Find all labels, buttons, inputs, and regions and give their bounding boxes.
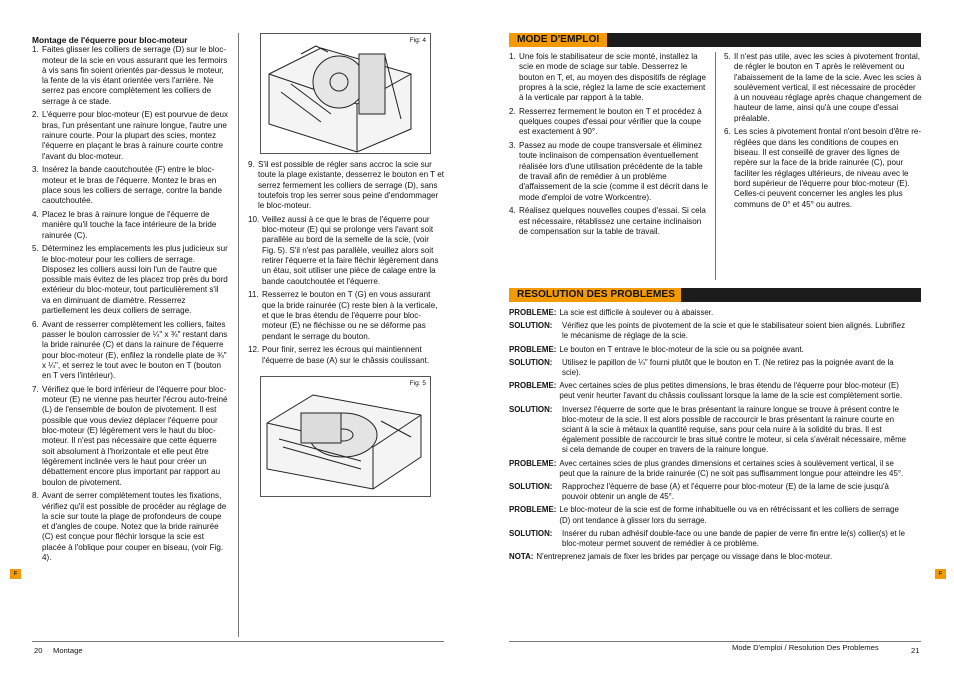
mode-column-2	[724, 52, 922, 213]
step-text: Faites glisser les colliers de serrage (D) sur le bloc-moteur de la scie en vous assurant que les fermoirs à vis sans fin soient orientés par-dessus le moteur, la fente de la vis étant orientée vers l'arrière. Ne serrez pas encore complètement les colliers de serrage à ce stade.	[42, 45, 228, 106]
column-divider	[238, 33, 239, 637]
step-item	[248, 345, 444, 366]
row-text: Rapprochez l'équerre de base (A) et l'équerre pour bloc-moteur (E) de la lame de scie jusqu'à pouvoir obtenir un angle de 45°.	[562, 482, 889, 502]
step-number: 7.	[32, 384, 39, 394]
footer-title: Mode D'emploi / Resolution Des Problemes	[732, 643, 879, 652]
step-text: Il n'est pas utile, avec les scies à pivotement frontal, de régler le bouton en T après le relèvement ou l'abaissement de la lame de la scie. Avec les scies à soulèvement vertical, il est nécessaire de procéder à un nouveau réglage après chaque changement de hauteur de lame, ainsi qu'à une coupe d'essai préalable.	[734, 52, 922, 123]
row-label: SOLUTION:	[509, 321, 553, 331]
problem-row	[509, 345, 909, 355]
row-text: La scie est difficile à soulever ou à abaisser.	[559, 308, 714, 317]
step-text: S'il est possible de régler sans accroc la scie sur toute la plage existante, desserrez le bouton en T et serrez fermement les colliers de serrage (D), sans toutefois trop les serrer sous peine d'endommager le bloc-moteur.	[258, 160, 444, 211]
step-number: 2.	[32, 110, 39, 120]
problem-row	[509, 505, 909, 525]
step-text: Placez le bras à rainure longue de l'équerre de manière qu'il touche la face intérieure de la bride rainurée (C).	[42, 209, 217, 240]
mode-steps-2	[724, 52, 922, 210]
step-item	[248, 290, 444, 341]
language-tab: F	[10, 569, 21, 579]
row-label: NOTA:	[509, 552, 534, 562]
solution-row	[509, 529, 909, 549]
solution-row	[509, 358, 909, 378]
row-label: PROBLEME:	[509, 458, 557, 468]
row-label: SOLUTION:	[509, 482, 553, 492]
footer-rule	[509, 641, 921, 642]
problem-row	[509, 381, 909, 401]
step-text: Resserrez fermement le bouton en T et procédez à quelques coupes d'essai pour vérifier que la coupe est exactement à 90°.	[519, 106, 702, 137]
step-number: 5.	[32, 244, 39, 254]
mode-column-1	[509, 52, 708, 241]
figure-4	[260, 33, 431, 154]
left-column-2	[248, 160, 444, 369]
steps-list-1	[32, 45, 228, 563]
step-number: 6.	[724, 127, 731, 137]
mode-steps-1	[509, 52, 708, 237]
step-number: 10.	[248, 214, 260, 224]
step-number: 12.	[248, 345, 260, 355]
trouble-banner	[509, 288, 921, 302]
step-item	[32, 491, 228, 563]
row-text: Le bloc-moteur de la scie est de forme inhabituelle ou va en rétrécissant et les colliers de serrage (D) ont tendance à glisser lors du serrage.	[559, 505, 899, 525]
row-text: Utilisez le papillon de ¼" fourni plutôt que le bouton en T. (Ne retirez pas la poignée avant de la scie).	[562, 357, 894, 378]
row-label: PROBLEME:	[509, 505, 557, 515]
row-text: Vérifiez que les points de pivotement de la scie et que le stabilisateur soient bien alignés. Lubrifiez le mécanisme de réglage de la scie.	[562, 321, 906, 341]
step-number: 1.	[509, 52, 516, 61]
step-item	[248, 215, 444, 287]
step-text: Vérifiez que le bord inférieur de l'équerre pour bloc-moteur (E) ne vienne pas heurter l'écrou auto-freiné (L) de l'ensemble de boulon de pivotement. Il est possible que vous deviez déplacer l'équerre pour bloc-moteur (E) légèrement vers le haut du bloc-moteur. Il n'est pas nécessaire que cette équerre soit absolument à l'horizontale et elle peut être légèrement inclinée vers le haut pour créer un débattement encore plus important par rapport au boulon de pivotement.	[42, 384, 228, 487]
trouble-list	[509, 308, 909, 565]
step-text: Passez au mode de coupe transversale et éliminez toute inclinaison de compensation éventuellement réalisée lors d'une utilisation précédente de la table de travail afin de remédier à un problème d'affaissement de la scie (comme il est décrit dans le mode d'emploi de votre Workcentre).	[519, 141, 708, 202]
step-item	[32, 244, 228, 316]
section-heading: Montage de l'équerre pour bloc-moteur	[32, 35, 188, 45]
solution-row	[509, 482, 909, 502]
solution-row	[509, 321, 909, 341]
row-label: SOLUTION:	[509, 528, 553, 538]
solution-row	[509, 405, 909, 456]
row-label: PROBLEME:	[509, 344, 557, 354]
step-text: L'équerre pour bloc-moteur (E) est pourvue de deux bras, l'un présentant une rainure longue, l'autre une rainure courte. Pour la plupart des scies, montez l'équerre en plaçant le bras à rainure courte contre l'avant du bloc-moteur.	[42, 110, 229, 161]
step-text: Pour finir, serrez les écrous qui maintiennent l'équerre de base (A) sur le châssis coulissant.	[262, 345, 430, 365]
row-text: N'entreprenez jamais de fixer les brides par perçage ou vissage dans le bloc-moteur.	[536, 552, 833, 562]
step-item	[509, 107, 708, 138]
mode-banner	[509, 33, 921, 47]
step-number: 5.	[724, 52, 731, 61]
step-number: 6.	[32, 319, 39, 329]
step-number: 8.	[32, 491, 39, 501]
nota-row	[509, 552, 909, 562]
footer-title: Montage	[53, 646, 83, 655]
left-column-1	[32, 35, 228, 567]
step-text: Déterminez les emplacements les plus judicieux sur le bloc-moteur pour les colliers de serrage. Disposez les colliers aussi loin l'un de l'autre que possible mais évitez de les placez trop près du bord extérieur du bloc-moteur, tout particulièrement s'il va en diminuant de diamètre. Resserrez partiellement les deux colliers de serrage.	[42, 244, 228, 315]
step-number: 3.	[32, 165, 39, 175]
footer-rule	[32, 641, 444, 642]
row-label: SOLUTION:	[509, 404, 553, 414]
step-text: Veillez aussi à ce que le bras de l'équerre pour bloc-moteur (E) qui se prolonge vers l'avant soit parallèle au bord de la semelle de la scie, (voir Fig. 5). S'il n'est pas parallèle, veuillez alors soit retirer l'équerre et la faire fléchir légèrement dans un étau, soit utiliser une pièce de calage entre la bande caoutchoutée et l'équerre.	[262, 214, 439, 286]
page-number: 20	[34, 646, 43, 655]
step-text: Avant de resserrer complètement les colliers, faites passer le boulon carrossier de ¼" x ¾" restant dans la bride rainurée (C) et dans la rainure de l'équerre pour bloc-moteur (E), enfilez la rondelle plate de ¾" x ¼", et serrez le tout avec le bouton en T (bouton en T vers l'intérieur).	[42, 319, 228, 381]
row-label: PROBLEME:	[509, 308, 557, 317]
step-item	[32, 210, 228, 241]
trouble-heading: RESOLUTION DES PROBLEMES	[517, 289, 675, 300]
language-tab: F	[935, 569, 946, 579]
step-number: 3.	[509, 141, 516, 151]
steps-list-2	[248, 160, 444, 366]
row-text: Le bouton en T entrave le bloc-moteur de la scie ou sa poignée avant.	[559, 344, 804, 354]
step-item	[509, 52, 708, 103]
row-label: PROBLEME:	[509, 381, 557, 391]
step-text: Une fois le stabilisateur de scie monté, installez la scie en mode de sciage sur table. Desserrez le bouton en T, et, au moyen des dispositifs de réglage propres à la scie, réglez la lame de scie exactement à la verticale par rapport à la table.	[519, 52, 707, 103]
step-item	[32, 320, 228, 382]
step-item	[509, 141, 708, 203]
step-number: 1.	[32, 45, 39, 55]
step-text: Réalisez quelques nouvelles coupes d'essai. Si cela est nécessaire, rétablissez une certaine inclinaison de compensation sur la table de travail.	[519, 206, 706, 236]
step-item	[724, 52, 922, 124]
row-text: Inversez l'équerre de sorte que le bras présentant la rainure longue se trouve à présent contre le bloc-moteur de la scie. Il est alors possible de raccourcir le bras présentant la rainure courte en sciant à la scie à métaux la quantité requise, sans pour cela nuire à la solidité du bras. Il est également possible de raccourcir le bras situé contre le moteur, si cela s'avérait nécessaire, même si cela demande de couper en travers de la rainure longue.	[562, 404, 907, 455]
figure-4-illustration	[261, 34, 431, 154]
step-item	[32, 45, 228, 107]
mode-heading: MODE D'EMPLOI	[517, 34, 600, 45]
problem-row	[509, 459, 909, 479]
step-item	[724, 127, 922, 209]
step-item	[32, 385, 228, 488]
row-text: Avec certaines scies de plus petites dimensions, le bras étendu de l'équerre pour bloc-moteur (E) peut venir heurter l'avant du châssis coulissant lorsque la lame de la scie est complètement sortie.	[559, 381, 903, 401]
figure-5-illustration	[261, 377, 431, 497]
step-number: 4.	[509, 206, 516, 216]
step-text: Resserrez le bouton en T (G) en vous assurant que la bride rainurée (C) reste bien à la verticale, et que le bras étendu de l'équerre pour bloc-moteur (E) ne fléchisse ou ne se déforme pas pendant le serrage du bouton.	[262, 290, 438, 341]
row-text: Insérer du ruban adhésif double-face ou une bande de papier de verre fin entre le(s) collier(s) et le bloc-moteur permet souvent de remédier à ce problème.	[562, 528, 906, 549]
step-number: 4.	[32, 209, 39, 219]
step-item	[32, 165, 228, 206]
row-text: Avec certaines scies de plus grandes dimensions et certaines scies à soulèvement vertical, il se peut que la rainure de la bride rainurée (C) ne soit pas suffisamment longue pour atteindre les 45°.	[559, 458, 904, 478]
page-number: 21	[911, 646, 920, 655]
step-number: 2.	[509, 106, 516, 116]
row-label: SOLUTION:	[509, 357, 553, 367]
figure-5-label: Fig: 5	[409, 380, 426, 387]
step-item	[248, 160, 444, 211]
step-item	[32, 110, 228, 161]
step-number: 9.	[248, 160, 255, 169]
step-text: Les scies à pivotement frontal n'ont besoin d'être re-réglées que dans les conditions de coupes en biseau. Il est conseillé de graver des lignes de repère sur la face de la bride rainurée (C), pour faciliter les réglages ultérieurs, de niveau avec le bord supérieur de l'équerre pour bloc-moteur (E). Celles-ci peuvent concerner les angles les plus communs de 0° et 45° ou autres.	[734, 127, 922, 209]
step-item	[509, 206, 708, 237]
figure-4-label: Fig: 4	[409, 37, 426, 44]
problem-row	[509, 308, 909, 318]
step-number: 11.	[248, 290, 259, 300]
step-text: Insérez la bande caoutchoutée (F) entre le bloc-moteur et le bras de l'équerre. Montez le bras en place sous les colliers de serrage, contre la bande caoutchoutée.	[42, 165, 222, 206]
step-text: Avant de serrer complètement toutes les fixations, vérifiez qu'il est possible de procéder au réglage de la scie sur toute la plage de profondeurs de coupe et d'angles de coupe. Notez que la bride rainurée (C) est conçue pour fléchir lorsque la scie est placée à l'oblique pour couper en biseau, (voir Fig. 4).	[42, 491, 227, 562]
figure-5	[260, 376, 431, 497]
mode-divider	[715, 52, 716, 280]
